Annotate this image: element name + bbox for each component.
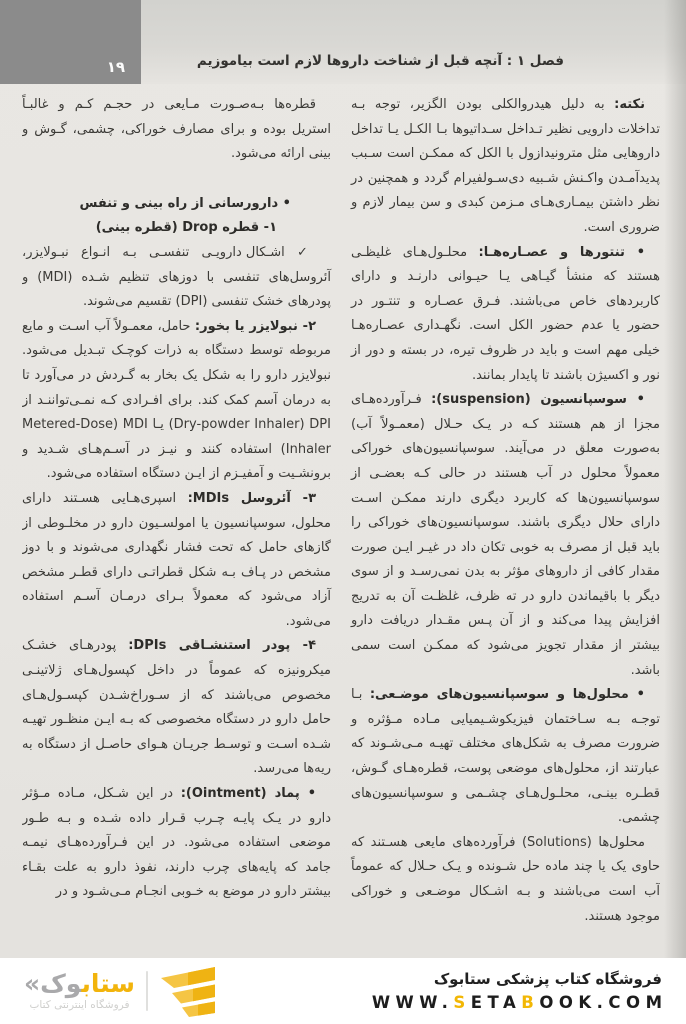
checkmark-icon: ✓ — [284, 244, 316, 260]
paragraph-inhalation-powder-dpis: ۴- پودر استنشـاقی DPIs: پودرهـای خشـک میکرونیزه که عموماً در داخل کپسول‌هـای ژلاتینـی مخصوص می‌باشند که از سـوراخ‌شـدن کپسـول‌هـای حامل دارو در دستگاه مخصوصی که بـه ایـن منظـور تهیـه شـده اسـت و توسـط جریـان هـوای حاصـل از دستگاه به ریه‌ها می‌رسد. — [22, 638, 331, 777]
paragraph-note: نکته: به دلیل هیدروالکلی بودن الگزیر، توجه بـه تداخلات دارویی نظیر تـداخل سـداتیوها بـا الکـل یـا تداخل داروهایی مثل مترونیدازول با الکل که ممکـن است سـبب پدیدآمـدن واکـنش شـبیه دی‌سـولفیرام گردد و همچنین در نظر داشتن بیمـاری‌هـای مـزمن کبدی و سن بیمار لازم و ضروری است. — [351, 97, 660, 235]
logo-divider — [146, 971, 148, 1011]
page-number: ۱۹ — [106, 58, 125, 76]
chapter-header: فصل ۱ : آنچه قبل از شناخت داروها لازم است بیاموزیم — [196, 53, 564, 69]
setabook-brand — [24, 965, 217, 1017]
column-left — [22, 93, 331, 956]
store-name: فروشگاه کتاب پزشکی ستابوک — [433, 970, 662, 988]
paragraph-nebulizer: ۲- نبولایزر یا بخور: حامل، معمـولاً آب اسـت و مایع مربوطه توسط دستگاه به ذرات کوچـک تبـدیل می‌شود. نبولایزر دارو را به شکل یک بخار به گـردش در می‌آورد تا به درمان آسم کمک کند. برای افـرادی کـه نمـی‌تواننـد از DPI‏ (Dry-powder Inhaler) یـا MDI‏ (Metered-Dose Inhaler) استفاده کنند و نیـز در آسـم‌هـای شـدید و برونشـیت و آمفیـزم از ایـن دستگاه استفاده می‌شود. — [22, 318, 331, 482]
topical-solutions-label: • محلول‌ها و سوسپانسیون‌های موضـعی: — [369, 687, 645, 703]
paragraph-solutions: محلول‌ها (Solutions) فرآورده‌های مایعی هسـتند که حاوی یک یا چند ماده حل شـونده و یـک حـلال که عموماً آب است می‌باشند و بـه اشـکال موضـعی و خوراکی موجود هستند. — [351, 834, 660, 924]
dpi-label: ۴- پودر استنشـاقی DPIs: — [128, 638, 317, 654]
paragraph-drops-intro: قطره‌ها بـه‌صـورت مـایعی در حجـم کـم و غالبـاً استریل بوده و برای مصارف خوراکی، چشمی، گـوش و بینی ارائه می‌شود. — [22, 97, 331, 162]
logo-tagline: فروشگاه اینترنتی کتاب — [29, 999, 130, 1012]
ointment-label: • پماد (Ointment): — [180, 786, 317, 802]
footer-store-info — [371, 970, 668, 1012]
paragraph-topical-solutions: • محلول‌ها و سوسپانسیون‌های موضـعی: بـا توجـه بـه سـاختمان فیزیکوشـیمیایی مـاده مـؤثره و ضرورت مصرف به شکل‌های مختلف تهیـه مـی‌شـوند که عبارتند از، محلول‌های موضعی پوست، قطره‌هـای گـوش، قطـره بینـی، محلـول‌هـای چشـمی و سوسپانسیون‌های چشمی. — [351, 687, 660, 826]
footer-url[interactable]: WWW.SETABOOK.COM — [371, 993, 668, 1012]
aerosol-label: ۳- آئروسل MDIs: — [187, 490, 316, 506]
footer-banner — [0, 958, 686, 1024]
page-body — [22, 93, 660, 956]
url-accent-s: S — [453, 993, 471, 1012]
suspension-label: • سوسپانسیون (suspension): — [431, 392, 645, 408]
wordmark-yellow: ستاب — [81, 968, 136, 998]
nebulizer-label: ۲- نبولایزر یا بخور: — [194, 318, 317, 334]
note-label: نکته: — [614, 97, 645, 112]
paragraph-tinctures-extracts: • تنتورها و عصـاره‌هـا: محلـول‌هـای غلیظـی هستند که منشأ گیـاهی یـا حیـوانی دارنـد و دارای کاربردهای خاص می‌باشند. فـرق عصـاره و تنتـور در حضور یا عدم حضور الکل است. نگهـداری عصـاره‌هـا خیلی مهم است و باید در ظروف تیره، در بسته و دور از نور و اکسیژن باشند تا پایدار بمانند. — [351, 244, 660, 383]
column-right — [351, 93, 660, 956]
heading-nasal-drop: ۱- قطره Drop (قطره بینی) — [95, 220, 277, 236]
paragraph-aerosol-mdis: ۳- آئروسل MDIs: اسپری‌هـایی هسـتند دارای محلول، سوسپانسیون یا امولسـیون دارو در مخلـوطی از گازهای حامل که تحت فشار نگهداری می‌شوند و با دوز مشخص در پـاف بـه شکل قطراتـی دارای قطـر مشخص آزاد می‌شود که معمولاً بـرای درمـان آسـم استفاده می‌شود. — [22, 490, 331, 629]
url-accent-b: B — [521, 993, 540, 1012]
setabook-logo-icon — [159, 965, 217, 1017]
wordmark-guillemet: « — [24, 968, 41, 998]
page-number-block — [0, 0, 141, 84]
tinctures-label: • تنتورها و عصـاره‌هـا: — [478, 244, 646, 260]
wordmark-gray: وک — [40, 968, 82, 998]
paragraph-suspension: • سوسپانسیون (suspension): فـرآورده‌هـای مجزا از هم هستند کـه در یـک حـلال (معمـولاً آب) به‌صورت معلق در می‌آیند. سوسپانسیون‌های خوراکی معمولاً محلول در آب هستند در حالی کـه بعضـی از سوسپانسیون‌ها که کاربرد دیگری دارند ممکـن اسـت دارای حلال دیگری باشند. سوسپانسیون‌های خوراکی را باید قبل از مصرف به خوبی تکان داد در غیـر ایـن صورت مقدار کافی از داروهای مؤثر به بدن نمی‌رسـد و از سوی دیگر با باقیماندن دارو در ته ظرف، غلظـت آن به تدریج افزایش پیدا می‌کند و از آن پـس مقـدار دریافت دارو بیشتر از مقدار تجویز می‌شود که ممکـن است سمی باشد. — [351, 392, 660, 678]
paragraph-ointment: • پماد (Ointment): در این شـکل، مـاده مـؤثر دارو در یـک پایـه چـرب قـرار داده شـده و بـه طـور موضعی استفاده می‌شود. در این فـرآورده‌هـای نیمـه جامد که پایه‌های چرب دارند، نفوذ دارو به علت بقـاء بیشتر دارو در موضع به خـوبی انجـام مـی‌شـود و در — [22, 786, 331, 900]
heading-nasal-respiratory-delivery: • دارورسانی از راه بینی و تنفس — [79, 195, 291, 211]
paragraph-inhalation-forms: ✓ اشـکال دارویـی تنفسـی بـه انـواع نبـولایزر، آئروسل‌های تنفسی با دوزهای تنظیم شـده (MDI) و پودرهای خشک تنفسی (DPI) تقسیم می‌شوند. — [22, 244, 331, 310]
page-edge-shadow — [664, 0, 686, 958]
setabook-wordmark — [24, 968, 136, 1012]
